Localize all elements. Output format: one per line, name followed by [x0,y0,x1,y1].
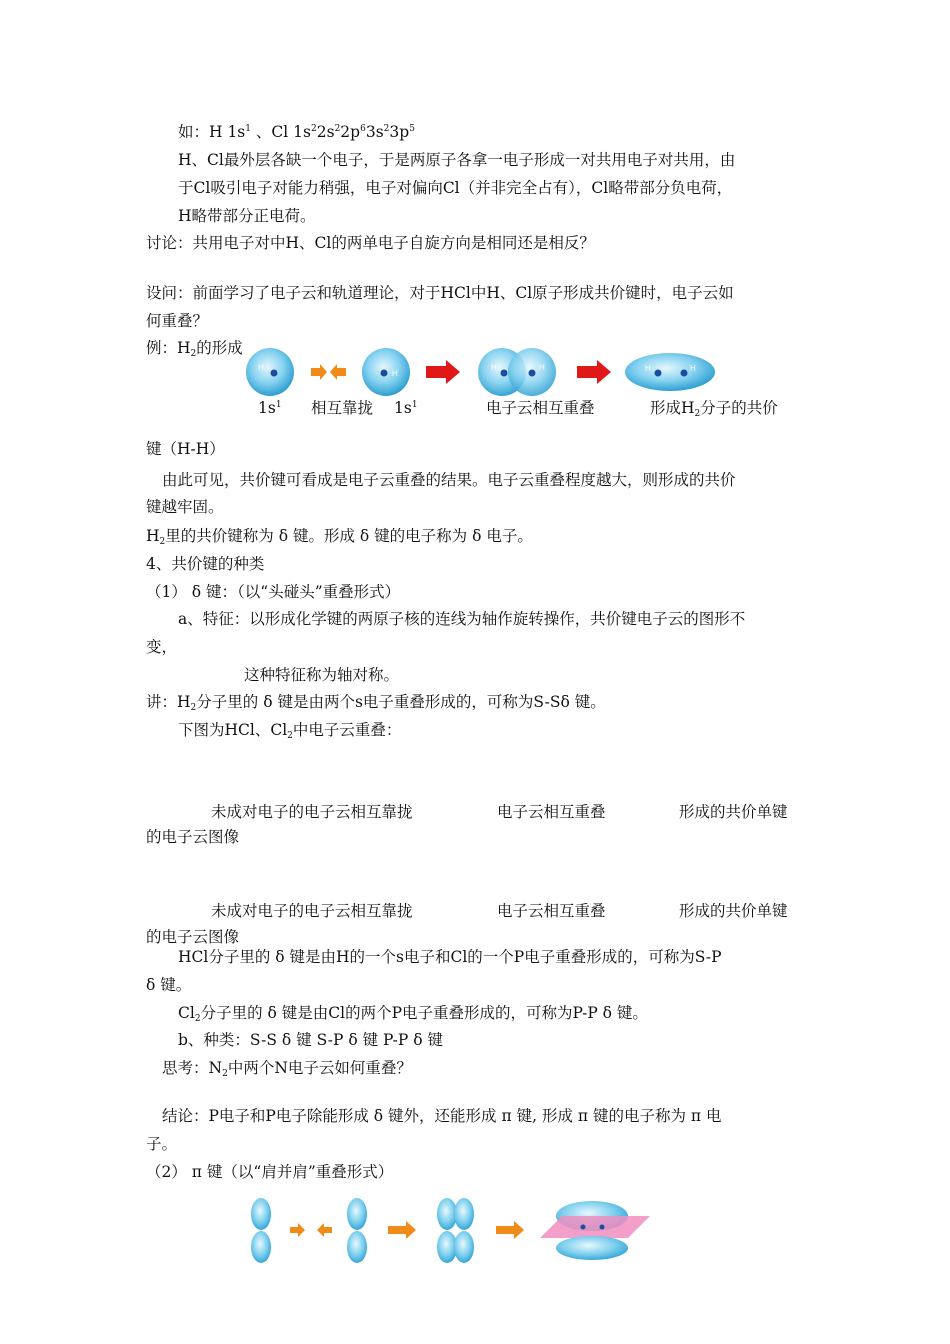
h2-formation-figure [240,343,730,401]
cl2-line [178,1003,648,1023]
h2-caption-overlap: 电子云相互重叠 [486,399,595,417]
feature-line: 变， [146,638,178,656]
para2-line: 由此可见，共价键可看成是电子云重叠的结果。电子云重叠程度越大，则形成的共价 [162,471,736,489]
text: Cl [178,1004,195,1022]
atom-label: H [258,363,264,372]
nucleus-dot [681,370,688,377]
sub: 2 [287,731,293,741]
nucleus-dot [271,370,278,377]
atom-label: H [690,364,696,373]
caption-single-bond: 形成的共价单键 [679,902,788,920]
text: 讲：H [146,693,191,711]
config-term: 2p [340,123,361,141]
text: 思考：N [162,1059,223,1077]
bond-hh-line: 键（H-H） [146,440,225,458]
orange-arrow-right-icon [290,1223,305,1237]
orange-arrow-icon [496,1221,524,1239]
question-line: 设问：前面学习了电子云和轨道理论，对于HCl中H、Cl原子形成共价键时，电子云如 [146,284,734,302]
electron-config-line [178,122,415,142]
config-sup: 2 [311,124,317,134]
config-term: 3p [389,123,410,141]
caption-text: 1s [394,399,412,417]
config-sep: 、Cl 1s [251,123,311,141]
lecture-line [146,692,606,712]
discussion-line: 讨论：共用电子对中H、Cl的两单电子自旋方向是相同还是相反？ [146,234,595,252]
atom-label: H [645,364,651,373]
caption-sup: 1 [275,400,282,410]
below-line [178,720,401,740]
p-lobe-bottom [251,1231,271,1263]
sigma-title: （1） δ 键：（以“头碰头”重叠形式） [146,583,401,601]
axial-line: 这种特征称为轴对称。 [244,666,400,684]
config-prefix: 如：H 1s [178,123,246,141]
hcl-line: HCl分子里的 δ 键是由H的一个s电子和Cl的一个P电子重叠形成的，可称为S-P [178,948,722,966]
h2-caption-1s [258,398,282,418]
p-lobe-top [454,1198,474,1230]
example-pre: 例：H [146,339,191,357]
section-heading: 4、共价键的种类 [146,555,265,573]
atom-label: H [539,363,545,372]
config-sup: 5 [409,124,415,134]
h-atom-cloud-1 [246,348,294,396]
caption-image: 的电子云图像 [146,928,240,946]
text: 分子里的 δ 键是由两个s电子重叠形成的，可称为S-Sδ 键。 [196,693,606,711]
caption-overlap: 电子云相互重叠 [497,803,606,821]
text: H [146,527,160,545]
caption-single-bond: 形成的共价单键 [679,803,788,821]
p-lobe-top [347,1198,367,1230]
para1-line: H略带部分正电荷。 [178,207,316,225]
p-lobe-bottom [454,1231,474,1263]
nucleus-dot [529,370,536,377]
config-term: 3s [365,123,384,141]
para2-line: 键越牢固。 [146,498,224,516]
nucleus-dot [501,370,508,377]
example-post: 的形成 [196,339,243,357]
text: 中电子云重叠： [292,721,402,739]
atom-label: H [491,363,497,372]
para1-line: H、Cl最外层各缺一个电子，于是两原子各拿一电子形成一对共用电子对共用，由 [178,151,736,169]
nucleus-dot [600,1225,605,1230]
conclusion-line: 结论：P电子和P电子除能形成 δ 键外，还能形成 π 键, 形成 π 键的电子称为 π 电 [162,1107,722,1125]
h2-sigma-line [146,526,533,546]
config-sup: 2 [383,124,390,134]
question-line: 何重叠？ [146,312,209,330]
para1-line: 于Cl吸引电子对能力稍强，电子对偏向Cl（并非完全占有），Cl略带部分负电荷， [178,179,733,197]
h2-molecule-cloud [625,353,715,391]
p-lobe-top [251,1198,271,1230]
h2-caption-1s [394,398,418,418]
pi-bond-figure [240,1196,680,1266]
caption-text: 1s [258,399,276,417]
pi-cloud-bottom [556,1236,628,1260]
orange-arrow-left-icon [330,364,346,380]
text: 里的共价键称为 δ 键。形成 δ 键的电子称为 δ 电子。 [165,527,533,545]
text: 分子里的 δ 键是由Cl的两个P电子重叠形成的，可称为P-P δ 键。 [200,1004,648,1022]
sub: 2 [190,703,197,713]
example-sub: 2 [190,349,197,359]
caption-overlap: 电子云相互重叠 [497,902,606,920]
caption-approach: 未成对电子的电子云相互靠拢 [211,803,413,821]
caption-image: 的电子云图像 [146,828,240,846]
caption-approach: 未成对电子的电子云相互靠拢 [211,902,413,920]
h2-caption-form [650,398,778,418]
caption-text: 分子的共价 [700,399,778,417]
config-sup: 1 [245,124,251,134]
nucleus-dot [381,370,388,377]
red-arrow-icon [426,360,460,384]
conclusion-line: 子。 [146,1135,178,1153]
config-sup: 2 [334,124,341,134]
example-line [146,338,243,358]
orange-arrow-icon [388,1221,416,1239]
config-term: 2s [316,123,335,141]
orange-arrow-left-icon [317,1223,332,1237]
text: 中两个N电子云如何重叠？ [227,1059,412,1077]
feature-line: a、特征：以形成化学键的两原子核的连线为轴作旋转操作，共价键电子云的图形不 [178,610,746,628]
hcl-line: δ 键。 [146,976,192,994]
red-arrow-icon [577,360,611,384]
sub: 2 [222,1069,228,1079]
config-sup: 6 [360,124,366,134]
caption-text: 形成H [650,399,695,417]
kinds-line: b、种类：S-S δ 键 S-P δ 键 P-P δ 键 [178,1031,443,1049]
orange-arrow-right-icon [311,364,327,380]
p-lobe-bottom [347,1231,367,1263]
nucleus-dot [655,370,662,377]
think-line [162,1058,412,1078]
sub: 2 [194,1014,201,1024]
atom-label: H [392,369,398,378]
text: 下图为HCl、Cl [178,721,288,739]
caption-sup: 1 [411,400,418,410]
nucleus-dot [581,1225,586,1230]
sub: 2 [159,537,166,547]
pi-title: （2） π 键（以“肩并肩”重叠形式） [146,1163,394,1181]
caption-sub: 2 [694,409,701,419]
h2-caption-approach: 相互靠拢 [311,399,374,417]
nodal-plane [540,1216,650,1238]
